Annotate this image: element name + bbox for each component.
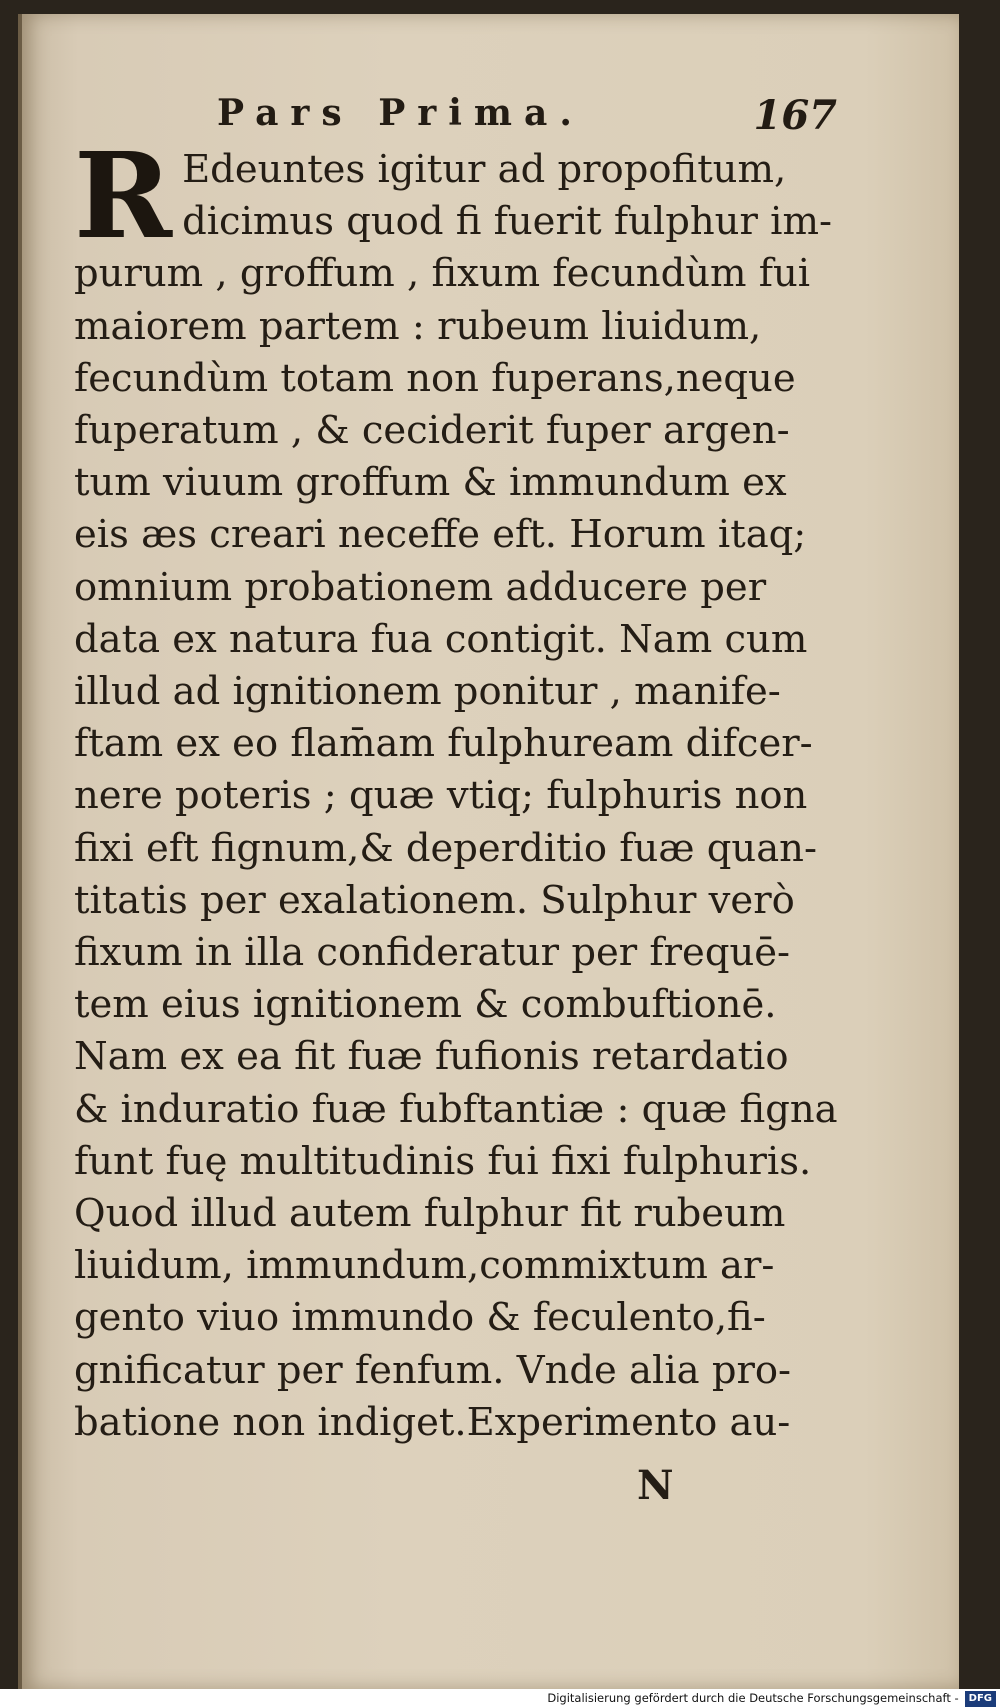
text-line: fixi eft fignum,& deperditio fuæ quan-: [74, 825, 817, 871]
text-line: funt fuę multitudinis fui fixi fulphuris.: [74, 1138, 812, 1184]
page-number: 167: [753, 92, 837, 139]
text-line: ftam ex eo flam̄am fulphuream difcer-: [74, 721, 813, 767]
book-page: [18, 14, 959, 1689]
text-line: tum viuum groffum & immundum ex: [74, 460, 787, 506]
text-line: Quod illud autem fulphur fit rubeum: [74, 1191, 786, 1237]
text-line: gento viuo immundo & feculento,fi-: [74, 1295, 766, 1341]
text-line: data ex natura fua contigit. Nam cum: [74, 616, 808, 662]
running-title: Pars Prima.: [217, 92, 584, 134]
text-line: fuperatum , & ceciderit fuper argen-: [74, 408, 790, 454]
text-line: tem eius ignitionem & combuftionē.: [74, 982, 777, 1028]
text-line: gnificatur per fenfum. Vnde alia pro-: [74, 1347, 792, 1393]
text-line: & induratio fuæ fubftantiæ : quæ figna: [74, 1086, 838, 1132]
text-line: fixum in illa confideratur per frequē-: [74, 930, 791, 976]
catchword: N: [637, 1462, 674, 1509]
text-line: nere poteris ; quæ vtiq; fulphuris non: [74, 773, 808, 819]
text-line: liuidum, immundum,commixtum ar-: [74, 1243, 775, 1289]
text-line: eis æs creari neceffe eft. Horum itaq;: [74, 512, 807, 558]
digitization-footer: [0, 1689, 1000, 1708]
text-line: batione non indiget.Experimento au-: [74, 1399, 791, 1445]
text-line: Nam ex ea fit fuæ fufionis retardatio: [74, 1034, 789, 1080]
drop-cap: R: [74, 126, 173, 265]
footer-credit: Digitalisierung gefördert durch die Deutsche Forschungsgemeinschaft -: [547, 1691, 959, 1705]
text-line: dicimus quod fi fuerit fulphur im-: [182, 199, 832, 245]
body-text: [74, 126, 838, 1449]
text-line: fecundùm totam non fuperans,neque: [74, 355, 796, 401]
text-line: titatis per exalationem. Sulphur verò: [74, 877, 795, 923]
text-line: maiorem partem : rubeum liuidum,: [74, 303, 762, 349]
text-line: Edeuntes igitur ad propofitum,: [182, 147, 787, 192]
dfg-logo-icon: DFG: [965, 1691, 996, 1707]
text-line: illud ad ignitionem ponitur , manife-: [74, 669, 781, 715]
text-line: omnium probationem adducere per: [74, 564, 767, 610]
page-header: [217, 92, 837, 152]
text-line: purum , groffum , fixum fecundùm fui: [74, 251, 811, 297]
